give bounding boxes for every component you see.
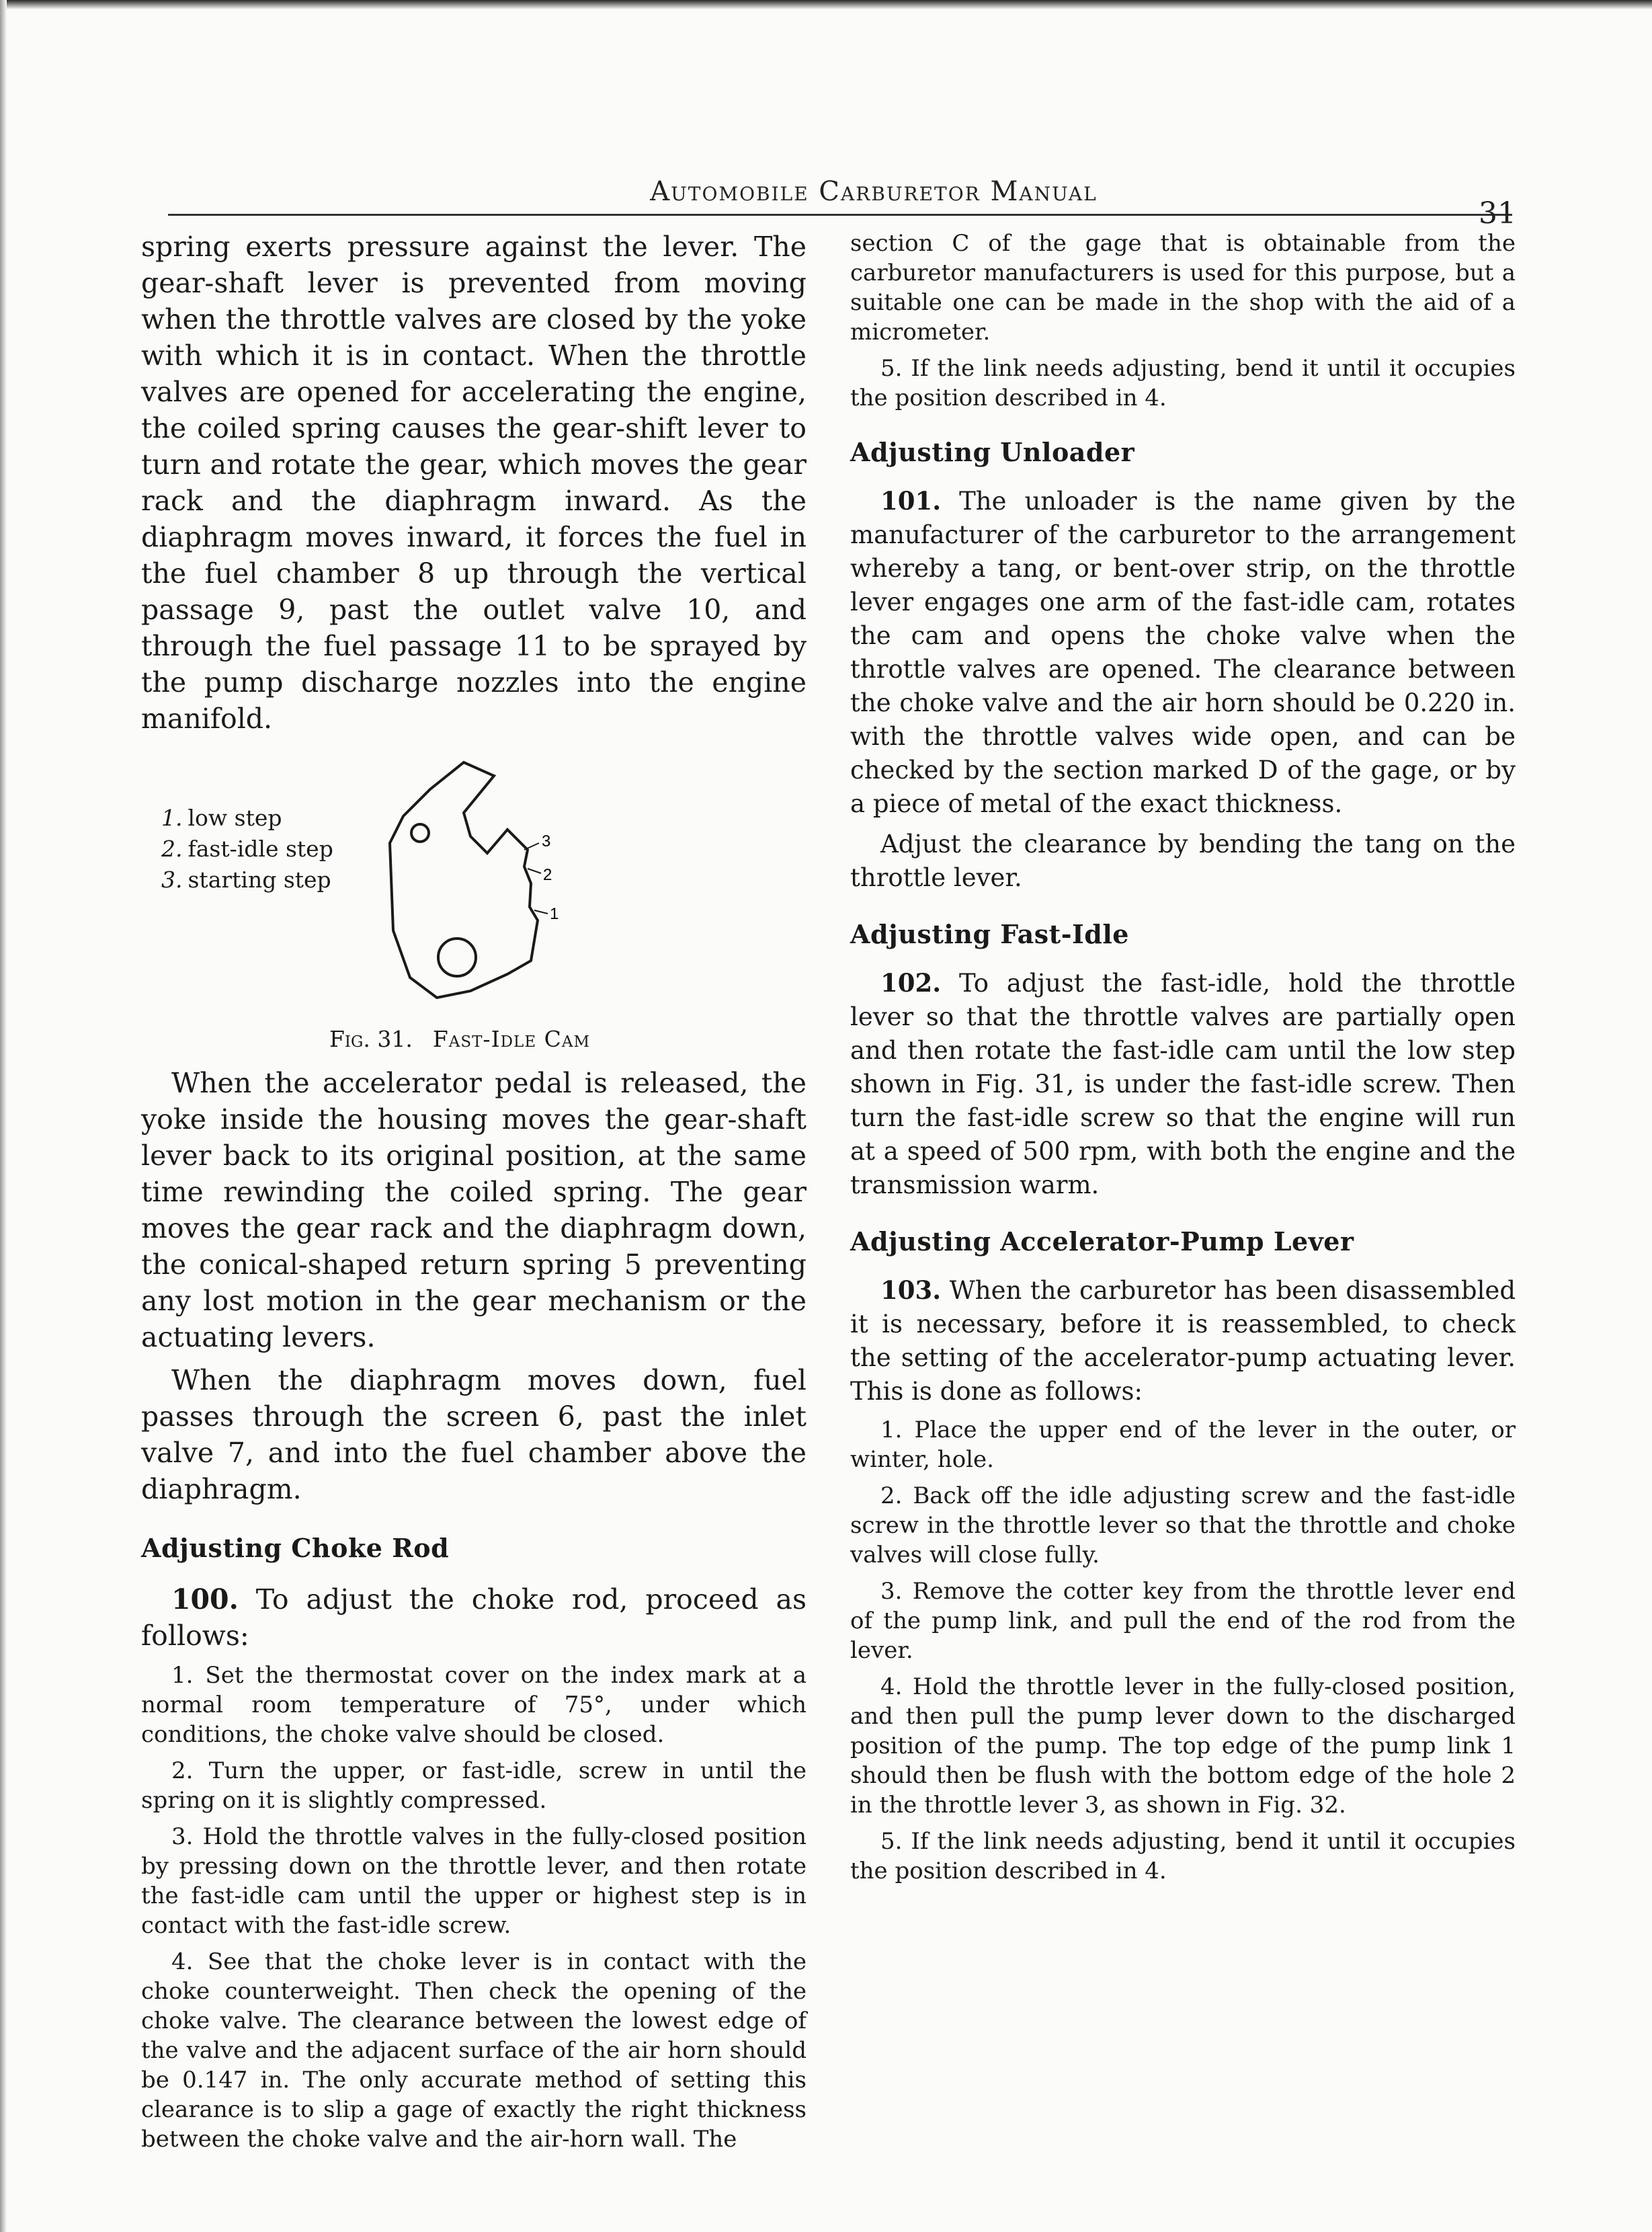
section-102: 102. To adjust the fast-idle, hold the throttle lever so that the throttle valves are partially open and then rotate the fast-idle cam until the low step shown in Fig. 31, is under the fast-idle screw. Then turn the fast-idle screw so that the engine will run at a speed of 500 rpm, with both the engine and the transmission warm. bbox=[850, 968, 1516, 1199]
callout-leader-3 bbox=[524, 843, 539, 850]
right-column bbox=[850, 229, 1516, 1892]
paragraph-adjust-tang: Adjust the clearance by bending the tang on the throttle lever. bbox=[850, 830, 1516, 892]
pump-step-2: 2. Back off the idle adjusting screw and the fast-idle screw in the throttle lever so that the throttle and choke valves will close fully. bbox=[850, 1482, 1516, 1568]
paragraph-continued: spring exerts pressure against the lever. The gear-shaft lever is prevented from moving when the throttle valves are closed by the yoke with which it is in contact. When the throttle valves are opened for accelerating the engine, the coiled spring causes the gear-shift lever to turn and rotate the gear, which moves the gear rack and the diaphragm inward. As the diaphragm moves inward, it forces the fuel in the fuel chamber 8 up through the vertical passage 9, past the outlet valve 10, and through the fuel passage 11 to be sprayed by the pump discharge nozzles into the engine manifold. bbox=[141, 231, 807, 735]
heading-adjusting-accelerator-pump-lever: Adjusting Accelerator-Pump Lever bbox=[850, 1226, 1354, 1257]
legend-item-2: 2. fast-idle step bbox=[161, 836, 333, 862]
page-number: 31 bbox=[1479, 196, 1516, 231]
cam-pivot-hole bbox=[438, 939, 476, 976]
section-103: 103. When the carburetor has been disassembled it is necessary, before it is reassembled, to check the setting of the accelerator-pump actuating lever. This is done as follows: bbox=[850, 1275, 1516, 1406]
figure-legend bbox=[161, 803, 333, 895]
scan-edge-left bbox=[0, 0, 7, 2232]
paragraph-continued-right: section C of the gage that is obtainable from the carburetor manufacturers is used for this purpose, but a suitable one can be made in the shop with the aid of a micrometer. bbox=[850, 230, 1516, 346]
pump-step-1: 1. Place the upper end of the lever in the outer, or winter, hole. bbox=[850, 1417, 1516, 1473]
heading-adjusting-unloader: Adjusting Unloader bbox=[850, 437, 1135, 467]
heading-adjusting-choke-rod: Adjusting Choke Rod bbox=[141, 1533, 450, 1563]
choke-step-3: 3. Hold the throttle valves in the fully-closed position by pressing down on the throttle lever, and then rotate the fast-idle cam until the upper or highest step is in contact with the fast-idle screw. bbox=[141, 1823, 807, 1939]
section-101: 101. The unloader is the name given by the manufacturer of the carburetor to the arrangement whereby a tang, or bent-over strip, on the throttle lever engages one arm of the fast-idle cam, rotates the cam and opens the choke valve when the throttle valves are opened. The clearance between the choke valve and the air horn should be 0.220 in. with the throttle valves wide open, and can be checked by the section marked D of the gage, or by a piece of metal of the exact thickness. bbox=[850, 486, 1516, 818]
choke-step-4: 4. See that the choke lever is in contact with the choke counterweight. Then check the opening of the choke valve. The clearance between the lowest edge of the valve and the adjacent surface of the air horn should be 0.147 in. The only accurate method of setting this clearance is to slip a gage of exactly the right thickness between the choke valve and the air-horn wall. The bbox=[141, 1948, 807, 2153]
choke-step-2: 2. Turn the upper, or fast-idle, screw in until the spring on it is slightly compressed. bbox=[141, 1757, 807, 1814]
callout-3: 3 bbox=[542, 832, 551, 850]
callout-1: 1 bbox=[550, 905, 559, 923]
choke-step-5: 5. If the link needs adjusting, bend it until it occupies the position described in 4. bbox=[850, 355, 1516, 411]
fast-idle-cam-drawing bbox=[363, 749, 605, 1018]
heading-adjusting-fast-idle: Adjusting Fast-Idle bbox=[850, 919, 1129, 949]
header-rule bbox=[168, 214, 1512, 216]
pump-step-3: 3. Remove the cotter key from the throttle lever end of the pump link, and pull the end of the rod from the lever. bbox=[850, 1578, 1516, 1664]
legend-item-1: 1. low step bbox=[161, 805, 282, 831]
paragraph-diaphragm-down: When the diaphragm moves down, fuel passes through the screen 6, past the inlet valve 7, and into the fuel chamber above the diaphragm. bbox=[141, 1364, 807, 1505]
legend-item-3: 3. starting step bbox=[161, 867, 331, 893]
scan-edge-top bbox=[0, 0, 1652, 9]
figure-caption: Fig. 31. Fast-Idle Cam bbox=[329, 1026, 591, 1052]
cam-outline bbox=[390, 762, 538, 998]
section-100: 100. To adjust the choke rod, proceed as follows: bbox=[141, 1583, 807, 1652]
left-column bbox=[141, 229, 807, 2161]
running-head: Automobile Carburetor Manual bbox=[650, 176, 1098, 207]
callout-leader-2 bbox=[528, 869, 541, 873]
pump-step-4: 4. Hold the throttle lever in the fully-closed position, and then pull the pump lever down to the discharged position of the pump. The top edge of the pump link 1 should then be flush with the bottom edge of the hole 2 in the throttle lever 3, as shown in Fig. 32. bbox=[850, 1673, 1516, 1819]
pump-step-5: 5. If the link needs adjusting, bend it until it occupies the position described in 4. bbox=[850, 1828, 1516, 1884]
choke-step-1: 1. Set the thermostat cover on the index mark at a normal room temperature of 75°, under which conditions, the choke valve should be closed. bbox=[141, 1662, 807, 1748]
callout-leader-1 bbox=[534, 910, 548, 914]
callout-2: 2 bbox=[543, 866, 552, 884]
figure-31 bbox=[141, 749, 807, 1058]
paragraph-release: When the accelerator pedal is released, the yoke inside the housing moves the gear-shaft lever back to its original position, at the same time rewinding the coiled spring. The gear moves the gear rack and the diaphragm down, the conical-shaped return spring 5 preventing any lost motion in the gear mechanism or the actuating levers. bbox=[141, 1067, 807, 1353]
cam-small-hole bbox=[411, 824, 429, 842]
